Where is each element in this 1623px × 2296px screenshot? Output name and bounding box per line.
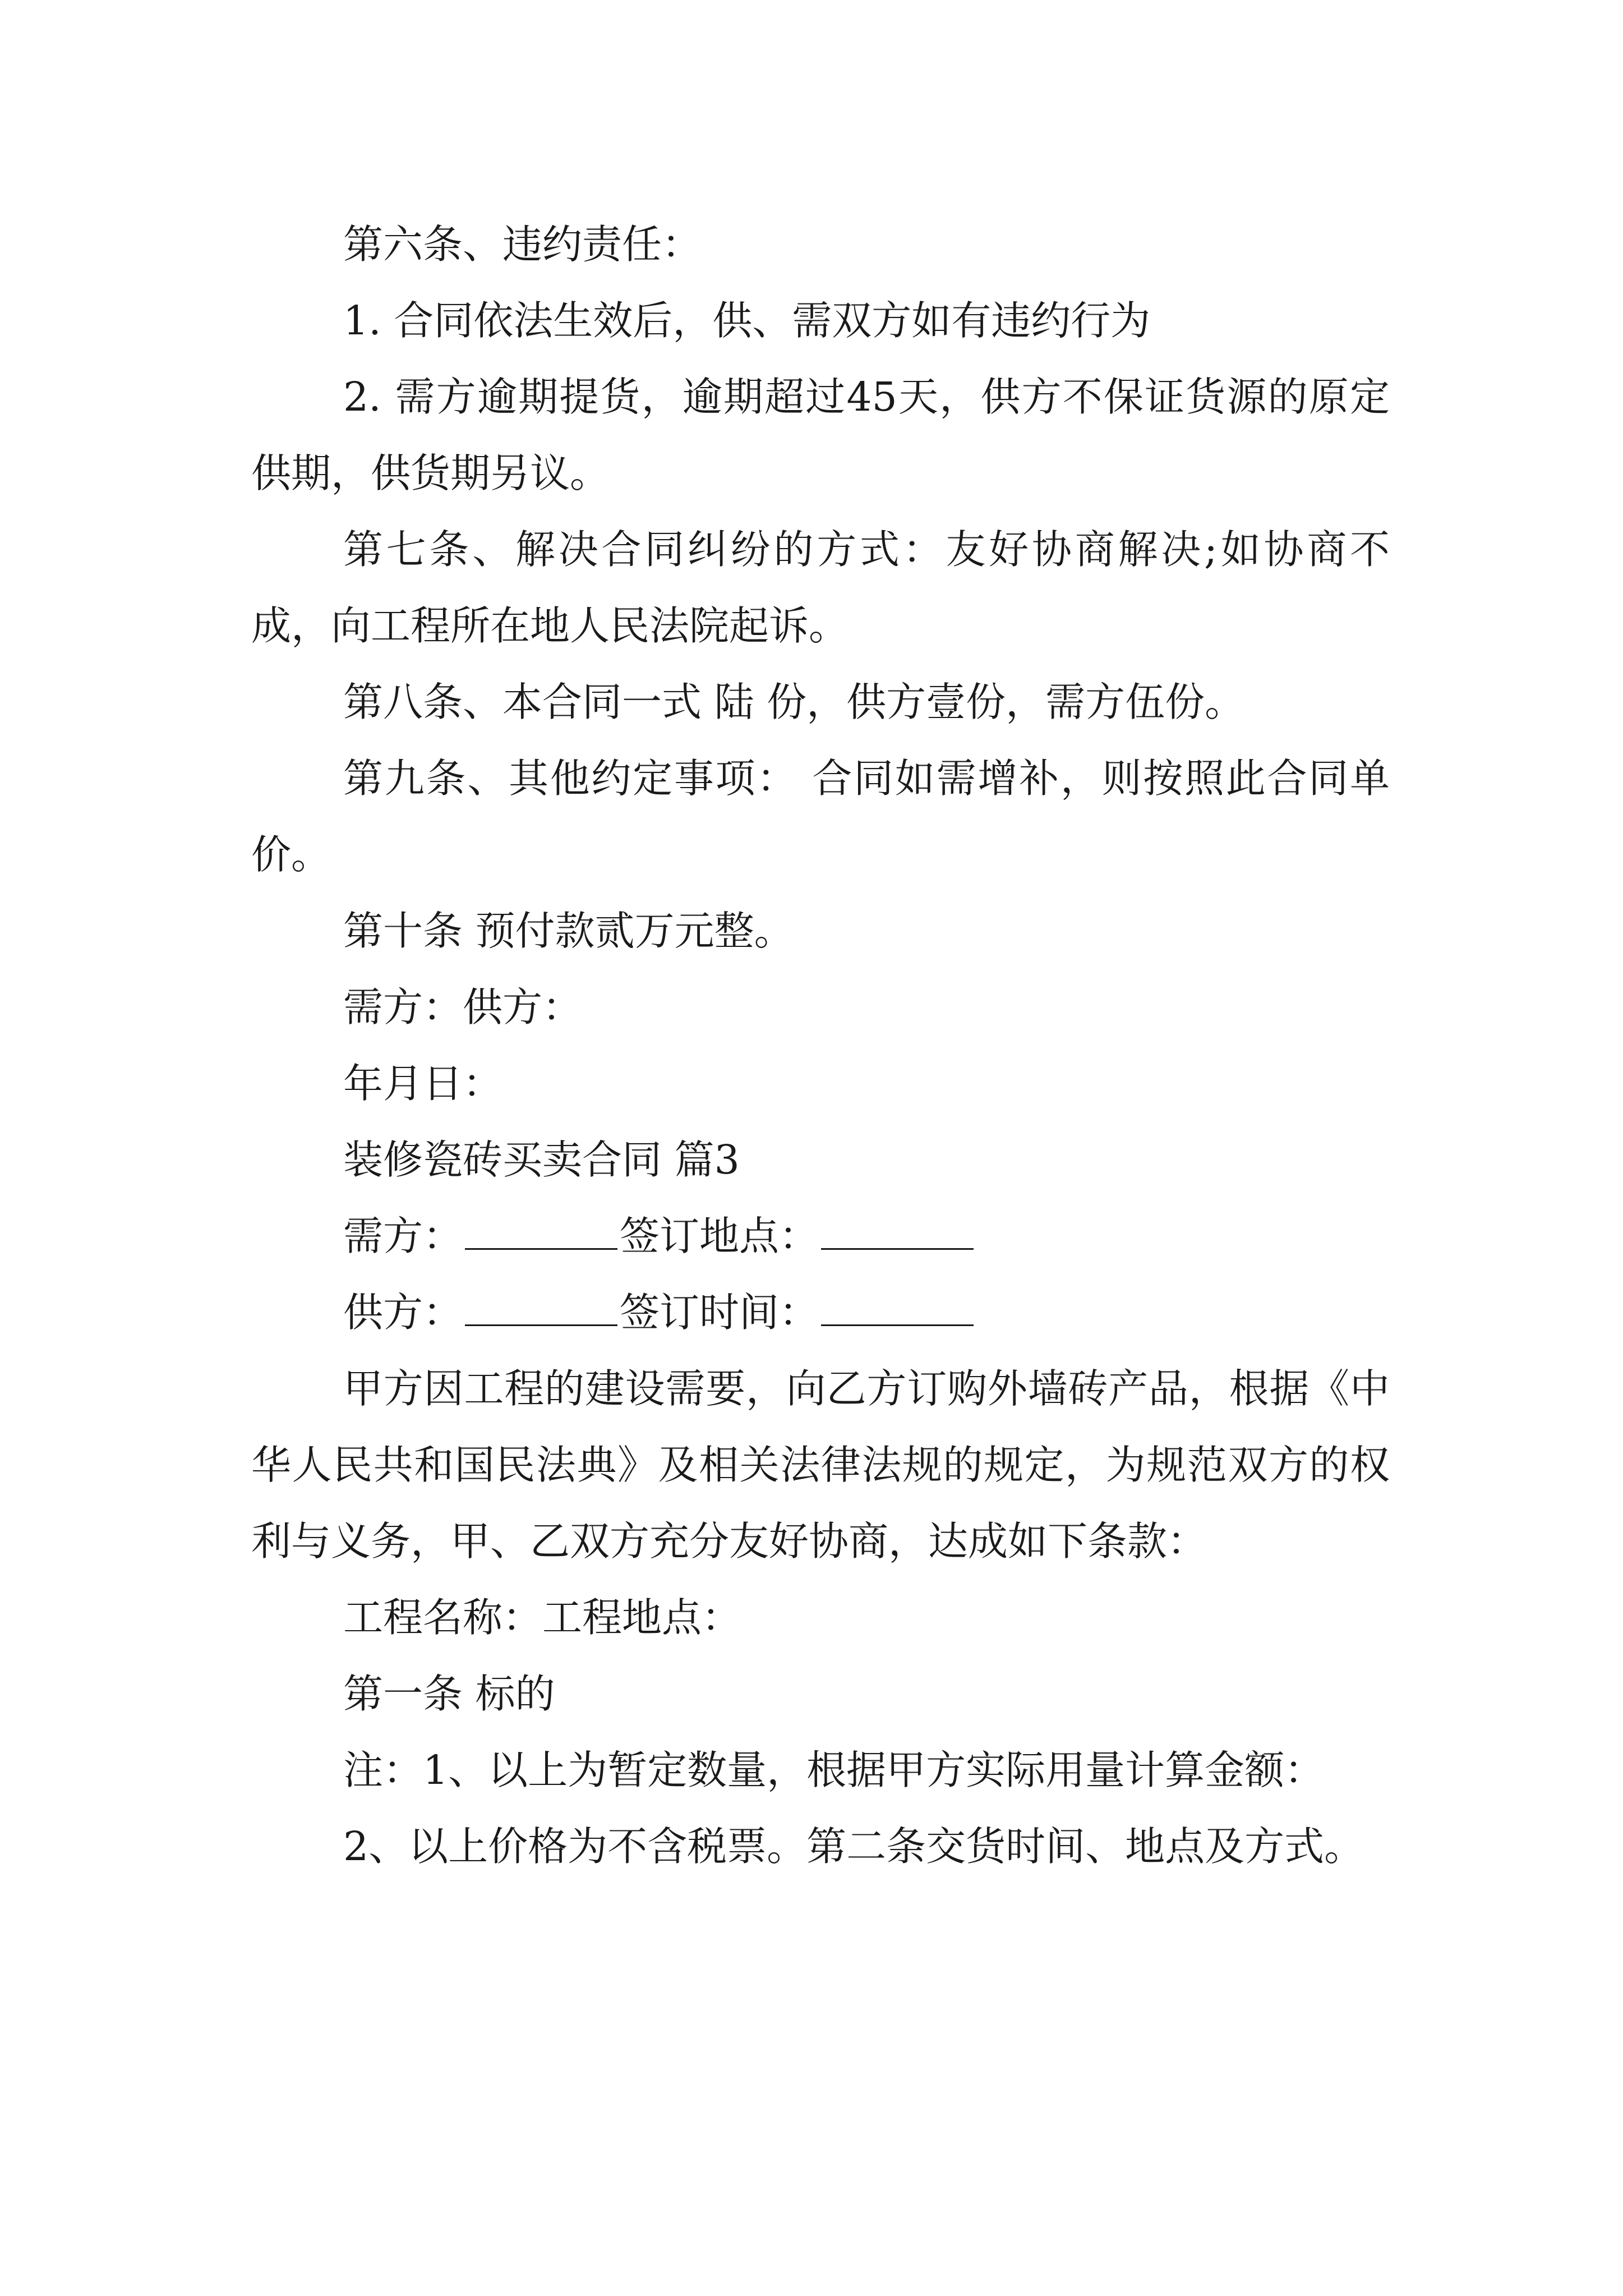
- signing-place-label: 签订地点：: [620, 1213, 819, 1259]
- document-body: [251, 206, 1390, 1885]
- paragraph-text: 注：1、以上为暂定数量，根据甲方实际用量计算金额：: [343, 1747, 1325, 1793]
- clause-6-item-1: [251, 283, 1390, 359]
- clause-6-heading: [251, 206, 1390, 283]
- paragraph-text: 第八条、本合同一式 陆 份，供方壹份，需方伍份。: [343, 679, 1245, 725]
- paragraph-text: 装修瓷砖买卖合同 篇3: [343, 1137, 740, 1183]
- paragraph-text: 第六条、违约责任：: [343, 221, 702, 268]
- signing-place-blank: [821, 1214, 974, 1250]
- buyer-label: 需方：: [343, 1213, 463, 1259]
- paragraph-text: 第一条 标的: [343, 1671, 555, 1717]
- preamble: [251, 1351, 1390, 1580]
- clause-10: [251, 893, 1390, 969]
- paragraph-text: 第七条、解决合同纠纷的方式：友好协商解决;如协商不成，向工程所在地人民法院起诉。: [251, 526, 1390, 649]
- paragraph-text: 2. 需方逾期提货，逾期超过45天，供方不保证货源的原定供期，供货期另议。: [251, 374, 1390, 496]
- paragraph-text: 需方：供方：: [343, 984, 583, 1030]
- clause-8: [251, 664, 1390, 740]
- clause-6-item-2: [251, 359, 1390, 512]
- paragraph-text: 第九条、其他约定事项： 合同如需增补，则按照此合同单价。: [251, 755, 1390, 878]
- paragraph-text: 年月日：: [343, 1060, 503, 1107]
- paragraph-text: 2、以上价格为不含税票。第二条交货时间、地点及方式。: [343, 1823, 1364, 1870]
- signing-time-label: 签订时间：: [620, 1289, 819, 1336]
- section-title: [251, 1122, 1390, 1198]
- buyer-blank: [465, 1214, 617, 1250]
- paragraph-text: 工程名称：工程地点：: [343, 1594, 742, 1641]
- note-2: [251, 1809, 1390, 1885]
- clause-9: [251, 740, 1390, 893]
- project-info: [251, 1580, 1390, 1656]
- seller-label: 供方：: [343, 1289, 463, 1336]
- signature-parties: [251, 969, 1390, 1046]
- note-1: [251, 1732, 1390, 1809]
- clause-7: [251, 512, 1390, 664]
- paragraph-text: 1. 合同依法生效后，供、需双方如有违约行为: [343, 297, 1151, 344]
- seller-blank: [465, 1291, 617, 1326]
- signature-date: [251, 1046, 1390, 1122]
- paragraph-text: 第十条 预付款贰万元整。: [343, 908, 794, 954]
- signing-time-blank: [821, 1291, 974, 1326]
- buyer-signing-place-line: [251, 1198, 1390, 1274]
- seller-signing-time-line: [251, 1274, 1390, 1351]
- paragraph-text: 甲方因工程的建设需要，向乙方订购外墙砖产品，根据《中华人民共和国民法典》及相关法律法规的规定，为规范双方的权利与义务，甲、乙双方充分友好协商，达成如下条款：: [251, 1365, 1390, 1565]
- clause-1-heading: [251, 1656, 1390, 1732]
